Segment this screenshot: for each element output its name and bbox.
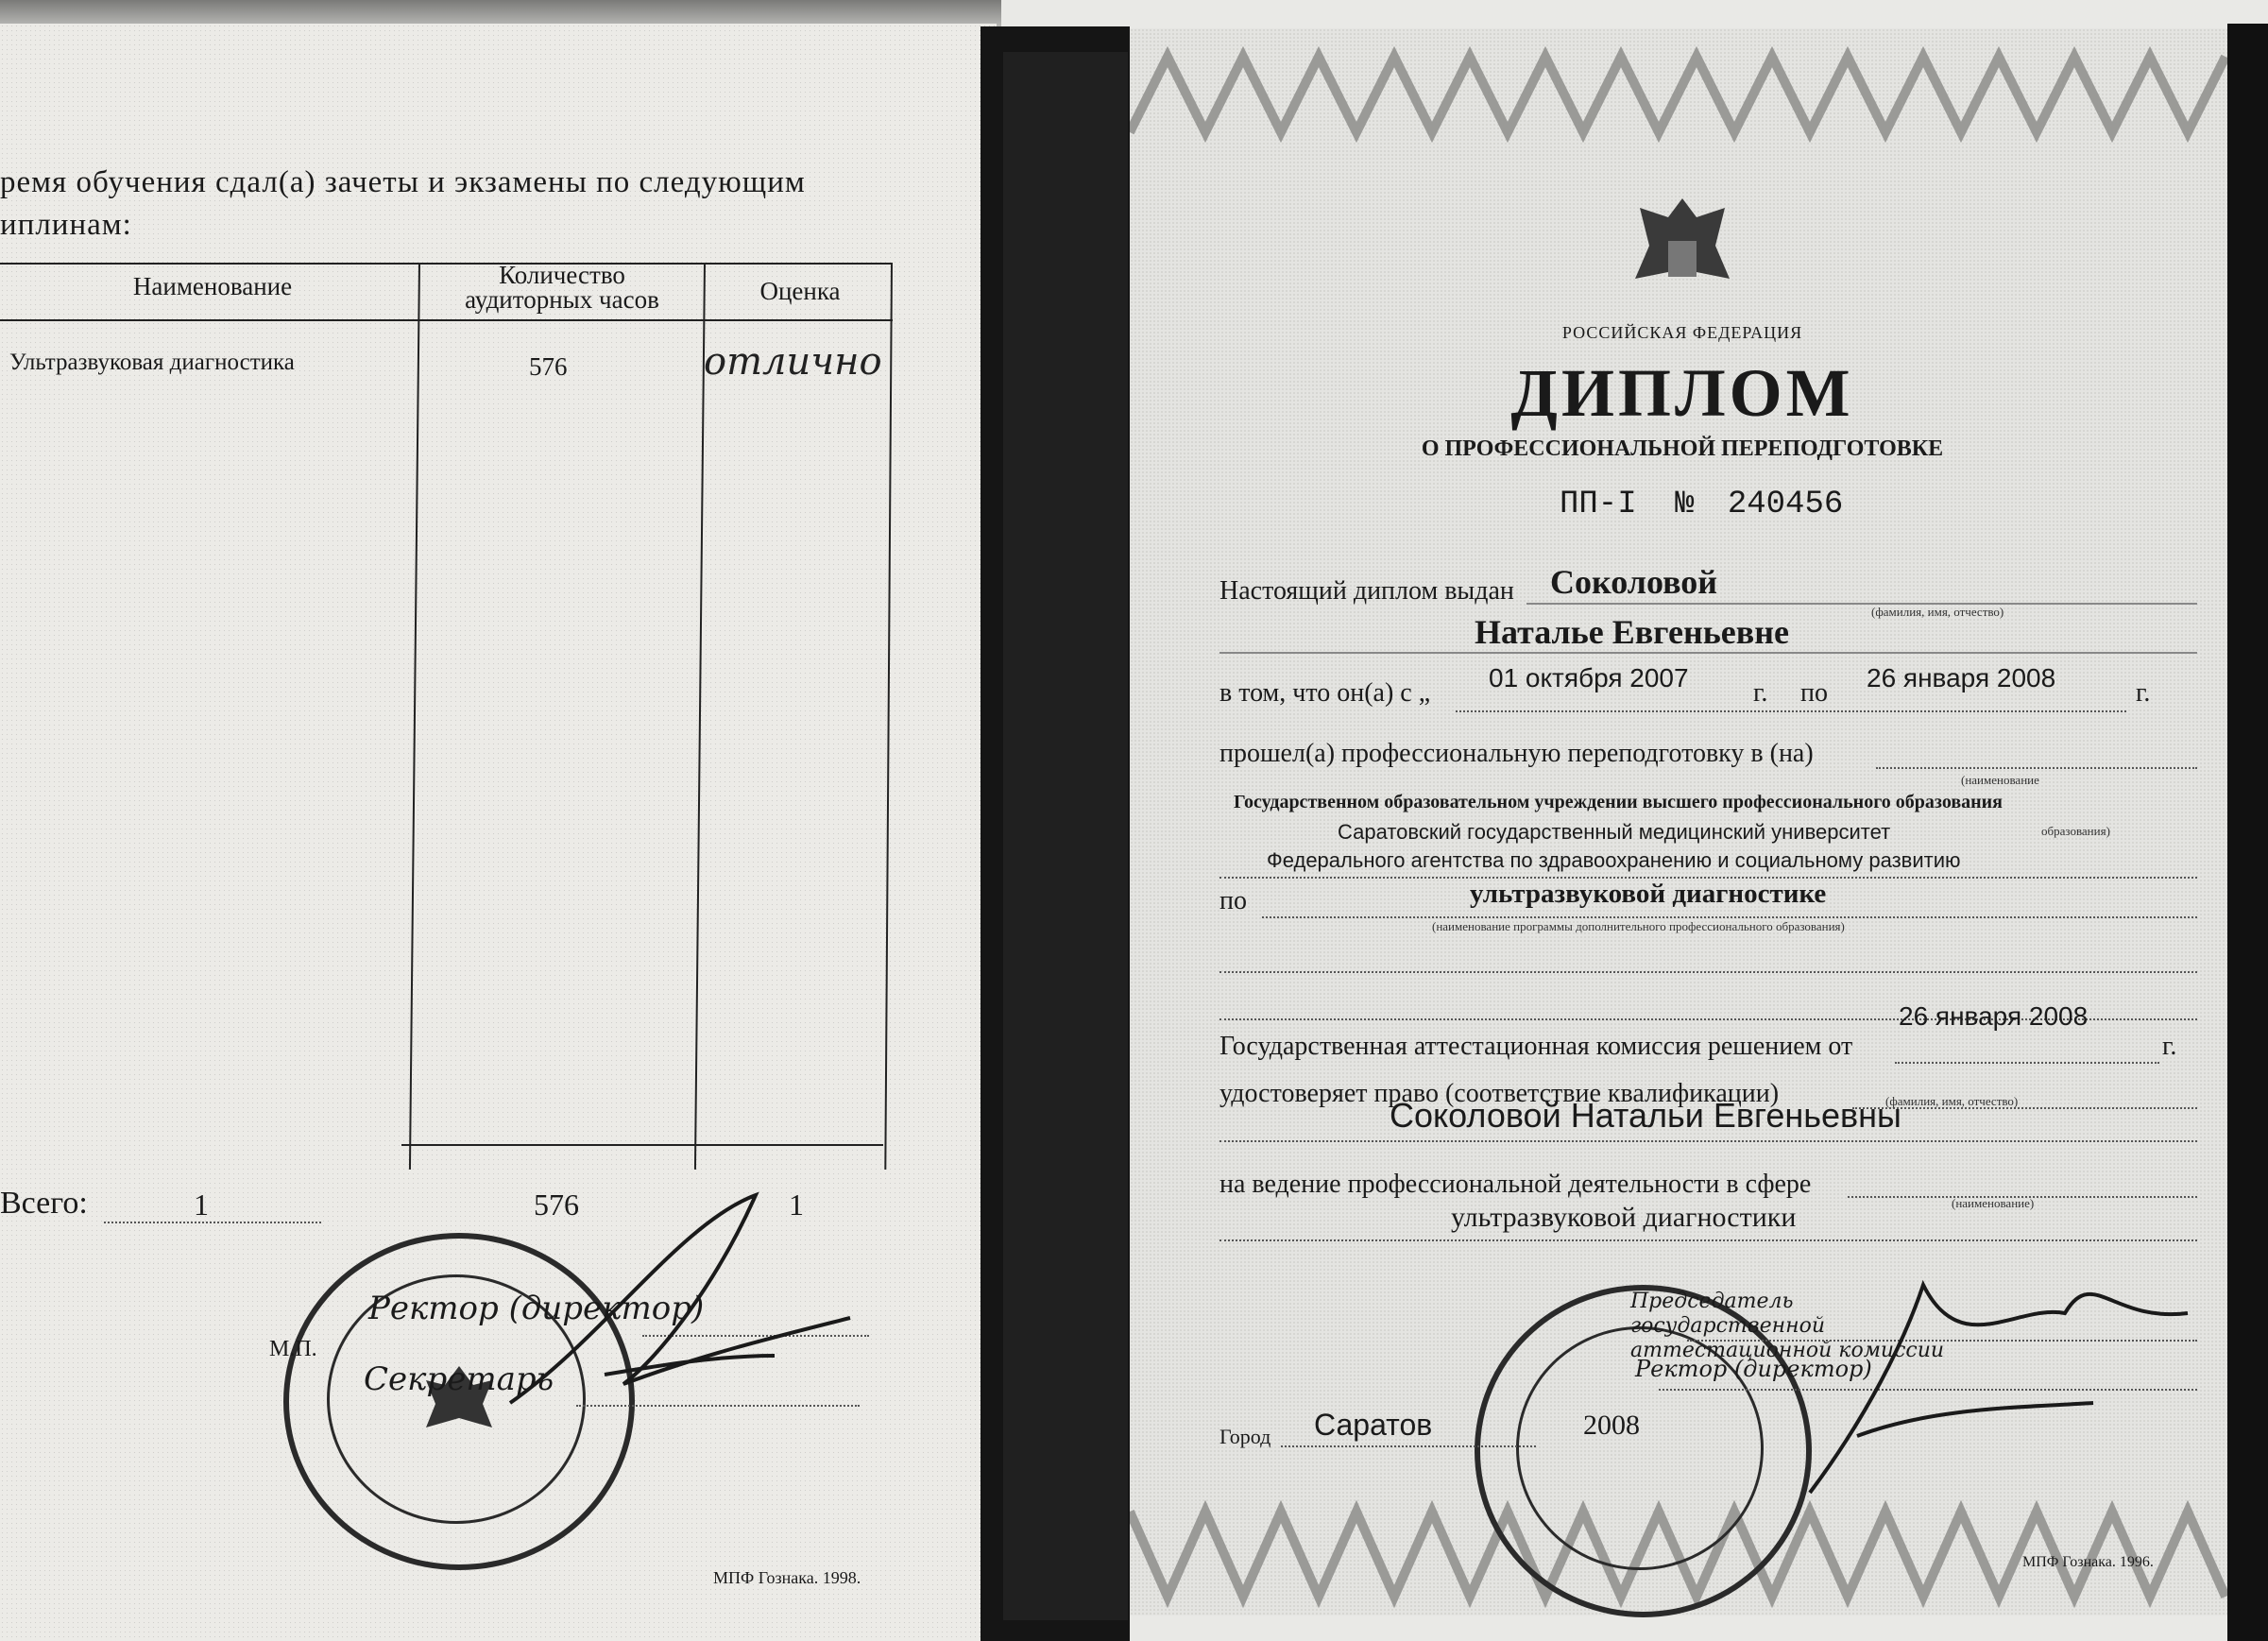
printer-note-left: МПФ Гознака. 1998. — [713, 1568, 861, 1587]
guilloche-top-band — [1130, 28, 2230, 151]
commission-year-mark: г. — [2162, 1032, 2177, 1061]
period-line — [1456, 710, 2126, 712]
header-grade: Оценка — [759, 277, 841, 305]
header-hours-line2: аудиторных часов — [465, 285, 659, 314]
chairman-label: Председатель государственной аттестационной комиссии — [1630, 1290, 1945, 1362]
surname-line — [1526, 603, 2197, 605]
row-grade: отлично — [704, 340, 882, 384]
program-prefix: по — [1219, 886, 1247, 915]
period-prefix: в том, что он(а) с „ — [1219, 678, 1431, 708]
year-mark-to: г. — [2136, 678, 2151, 708]
rector-label: Ректор (директор) — [368, 1290, 705, 1327]
holder-surname: Соколовой — [1550, 563, 1718, 601]
binding-divider-inner — [1003, 52, 1128, 1620]
stamp-mark: М.П. — [269, 1337, 317, 1361]
right-label: удостоверяет право (соответствие квалификации) — [1219, 1079, 1780, 1108]
table-col-divider-1 — [409, 263, 420, 1170]
date-to: 26 января 2008 — [1867, 663, 2056, 692]
issue-year: 2008 — [1583, 1410, 1640, 1441]
left-page — [0, 24, 997, 1641]
fio-hint-2: (фамилия, имя, отчество) — [1885, 1094, 2019, 1108]
fio-hint: (фамилия, имя, отчество) — [1871, 605, 2004, 619]
total-grades: 1 — [789, 1188, 804, 1222]
holder-full-name: Соколовой Натальи Евгеньевны — [1390, 1096, 1901, 1135]
diploma-number — [1560, 487, 1843, 522]
signature-right — [1791, 1247, 2207, 1530]
org-hint-2: образования) — [2041, 824, 2110, 838]
header-hours — [425, 263, 699, 312]
retraining-line — [1876, 767, 2197, 769]
commission-date: 26 января 2008 — [1899, 1001, 2089, 1031]
number-value: 240456 — [1727, 487, 1844, 522]
period-to: по — [1800, 678, 1828, 708]
program-line — [1262, 916, 2197, 918]
program-hint: (наименование программы дополнительного профессионального образования) — [1432, 919, 1845, 933]
right-page-edge — [2227, 24, 2268, 1641]
printer-note-right: МПФ Гознака. 1996. — [2022, 1554, 2154, 1570]
row-subject: Ультразвуковая диагностика — [9, 350, 295, 375]
holder-name: Наталье Евгеньевне — [1475, 613, 1789, 651]
issued-label: Настоящий диплом выдан — [1219, 576, 1514, 606]
diploma-series: ПП-I — [1560, 487, 1637, 522]
total-label: Всего: — [0, 1186, 88, 1221]
retraining-label: прошел(а) профессиональную переподготовку в (на) — [1219, 739, 1814, 768]
name-line — [1219, 652, 2197, 654]
diploma-title: ДИПЛОМ — [1510, 355, 1854, 431]
activity-label: на ведение профессиональной деятельности в сфере — [1219, 1170, 1812, 1199]
right-page — [1130, 28, 2230, 1615]
year-mark-from: г. — [1753, 678, 1768, 708]
table-header-border — [0, 319, 893, 321]
total-dotline — [104, 1222, 321, 1223]
header-subject: Наименование — [132, 272, 293, 300]
diploma-subtitle: О ПРОФЕССИОНАЛЬНОЙ ПЕРЕПОДГОТОВКЕ — [1421, 436, 1944, 461]
institution-line-3: Федерального агентства по здравоохранению и социальному развитию — [1267, 848, 1961, 872]
city-line — [1281, 1445, 1536, 1447]
city-label: Город — [1219, 1425, 1271, 1448]
date-from: 01 октября 2007 — [1489, 663, 1689, 692]
institution-line-1: Государственном образовательном учреждении высшего профессионального образования — [1234, 792, 2004, 812]
row-hours: 576 — [529, 352, 568, 381]
commission-line — [1895, 1062, 2159, 1064]
total-hours: 576 — [534, 1188, 579, 1222]
institution-line-2: Саратовский государственный медицинский университет — [1338, 820, 1891, 844]
number-sign: № — [1675, 487, 1695, 522]
table-right-border — [884, 263, 893, 1170]
intro-line-2: иплинам: — [0, 208, 132, 242]
table-bottom-border — [401, 1144, 883, 1146]
commission-label: Государственная аттестационная комиссия решением от — [1219, 1032, 1853, 1061]
coat-of-arms-icon — [1626, 189, 1739, 321]
right-page-top-edge — [1130, 0, 2268, 30]
holder-line — [1219, 1140, 2197, 1142]
country-label: РОССИЙСКАЯ ФЕДЕРАЦИЯ — [1561, 323, 1803, 342]
signature-left — [491, 1167, 869, 1431]
activity-name: ультразвуковой диагностики — [1451, 1202, 1797, 1233]
program-name: ультразвуковой диагностике — [1470, 879, 1827, 909]
activity-hint: (наименование) — [1952, 1196, 2035, 1210]
city-name: Саратов — [1314, 1408, 1433, 1442]
secretary-label: Секретарь — [364, 1360, 554, 1398]
intro-line-1: ремя обучения сдал(а) зачеты и экзамены по следующим — [0, 165, 806, 199]
blank-line-1 — [1219, 971, 2197, 973]
table-col-divider-2 — [694, 263, 706, 1170]
rector-label-right: Ректор (директор) — [1635, 1356, 1872, 1382]
activity-name-line — [1219, 1239, 2197, 1241]
org-hint: (наименование — [1961, 773, 2039, 787]
total-subjects: 1 — [194, 1188, 209, 1222]
header-hours-line1: Количество — [499, 261, 625, 289]
